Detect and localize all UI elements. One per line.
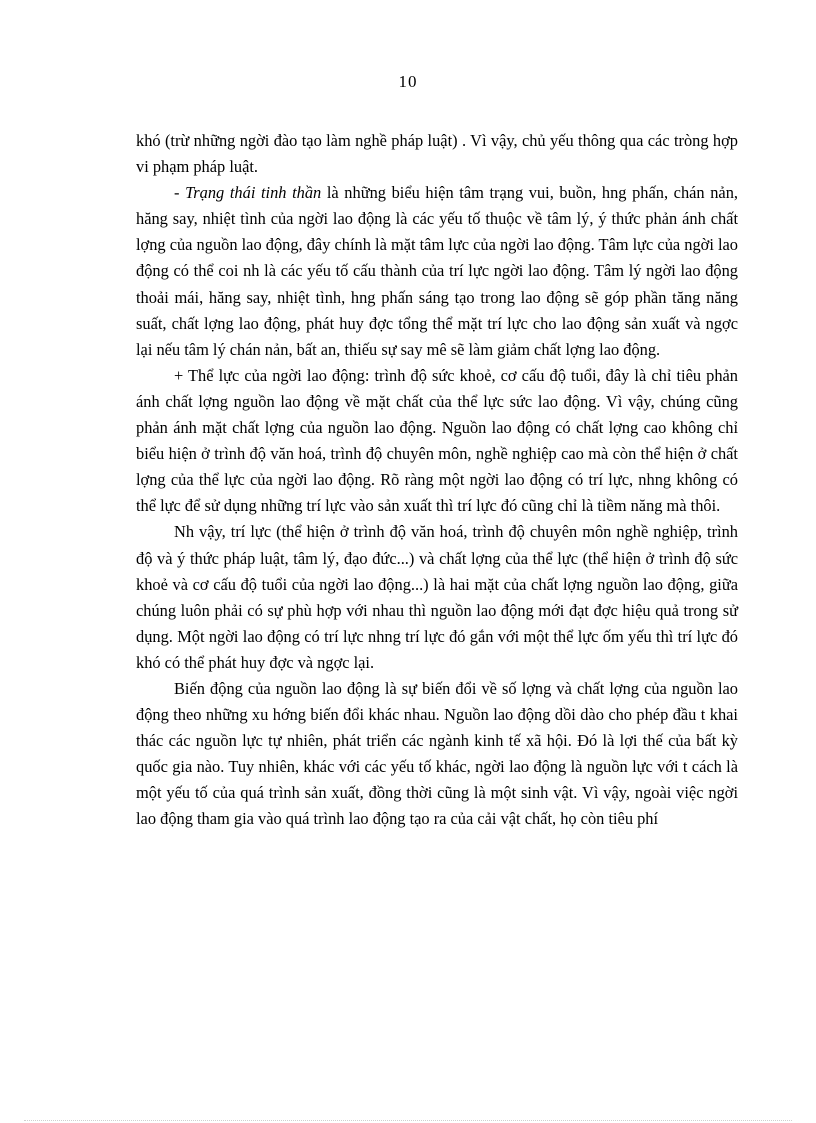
italic-term: Trạng thái tinh thần bbox=[185, 183, 322, 203]
paragraph bbox=[136, 180, 738, 363]
paragraph-text: Nh vậy, trí lực (thể hiện ở trình độ văn hoá, trình độ chuyên môn nghề nghiệp, trình độ và ý thức pháp luật, tâm lý, đạo đức...) và chất lợng của thể lực (thể hiện ở trình độ sức khoẻ và cơ cấu độ tuổi của ngời lao động...) là hai mặt của chất lợng nguồn lao động, giữa chúng luôn phải có sự phù hợp với nhau thì nguồn lao động mới đạt đợc hiệu quả trong sử dụng. Một ngời lao động có trí lực nhng trí lực đó gắn với một thể lực ốm yếu thì trí lực đó khó có thể phát huy đợc và ngợc lại. bbox=[136, 522, 738, 672]
page-number: 10 bbox=[398, 72, 418, 91]
paragraph-text: + Thể lực của ngời lao động: trình độ sức khoẻ, cơ cấu độ tuổi, đây là chỉ tiêu phản ánh chất lợng nguồn lao động về mặt chất của thể lực sức lao động. Vì vậy, chúng cũng phản ánh mặt chất lợng của nguồn lao động. Nguồn lao động có chất lợng cao không chỉ biểu hiện ở trình độ văn hoá, trình độ chuyên môn, nghề nghiệp cao mà còn thể hiện ở chất lợng của thể lực của ngời lao động. Rõ ràng một ngời lao động có trí lực, nhng không có thể lực để sử dụng những trí lực vào sản xuất thì trí lực đó cũng chỉ là tiềm năng mà thôi. bbox=[136, 365, 738, 516]
body-text bbox=[136, 128, 738, 833]
paragraph bbox=[136, 519, 738, 676]
paragraph bbox=[136, 363, 738, 520]
paragraph-text: khó (trừ những ngời đào tạo làm nghề pháp luật) . Vì vậy, chủ yếu thông qua các tròng hợp vi phạm pháp luật. bbox=[136, 131, 738, 177]
paragraph-text: Biến động của nguồn lao động là sự biến đổi về số lợng và chất lợng của nguồn lao động theo những xu hớng biến đổi khác nhau. Nguồn lao động dồi dào cho phép đầu t khai thác các nguồn lực tự nhiên, phát triển các ngành kinh tế xã hội. Đó là lợi thế của bất kỳ quốc gia nào. Tuy nhiên, khác với các yếu tố khác, ngời lao động là nguồn lực với t cách là một yếu tố của quá trình sản xuất, đồng thời cũng là một sinh vật. Vì vậy, ngoài việc ngời lao động tham gia vào quá trình lao động tạo ra của cải vật chất, họ còn tiêu phí bbox=[136, 678, 738, 829]
paragraph bbox=[136, 676, 738, 833]
paragraph-text: là những biểu hiện tâm trạng vui, buồn, hng phấn, chán nản, hăng say, nhiệt tình của ngời lao động là các yếu tố thuộc về tâm lý, ý thức phản ánh chất lợng của nguồn lao động, đây chính là mặt tâm lực của ngời lao động. Tâm lực của ngời lao động có thể coi nh là các yếu tố cấu thành của trí lực ngời lao động. Tâm lý ngời lao động thoải mái, hăng say, nhiệt tình, hng phấn sáng tạo trong lao động sẽ góp phần tăng năng suất, chất lợng lao động, phát huy đợc tổng thể mặt trí lực cho lao động sản xuất và ngợc lại nếu tâm lý chán nản, bất an, thiếu sự say mê sẽ làm giảm chất lợng lao động. bbox=[136, 183, 739, 359]
paragraph-text: - bbox=[174, 183, 186, 203]
paragraph bbox=[136, 128, 738, 180]
footer-divider bbox=[24, 1120, 792, 1121]
